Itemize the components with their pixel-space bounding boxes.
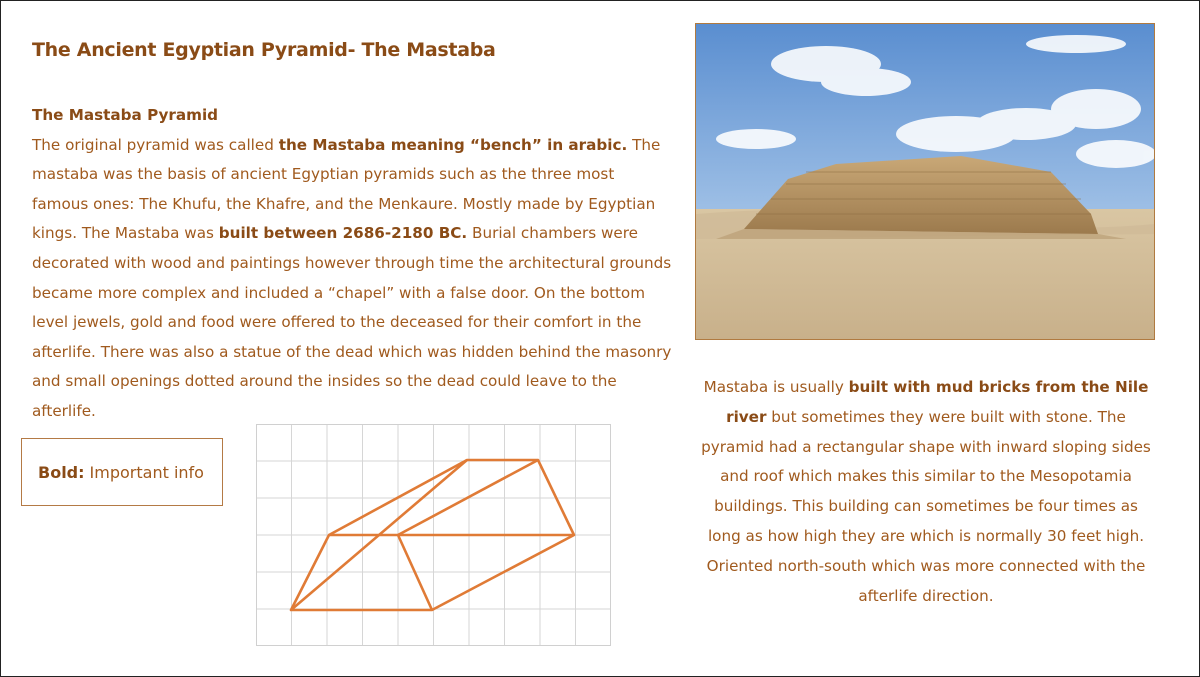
legend-box [21,438,223,506]
paragraph-text: The original pyramid was called [32,135,279,154]
page-title: The Ancient Egyptian Pyramid- The Mastaba [32,39,496,61]
bold-text: built between 2686-2180 BC. [218,224,468,243]
legend-text: Important info [89,462,204,482]
bold-text: built with mud bricks from the Nile river [726,378,1149,426]
legend-bold-label: Bold: [38,462,85,482]
paragraph-text: The mastaba was the basis of ancient Egyptian pyramids such as the three most famous ones: The Khufu, the Khafre, and the Menkaure. Mostly made by Egyptian kings. The Mastaba was [32,135,661,243]
paragraph-text: Mastaba is usually [703,378,849,396]
section-heading: The Mastaba Pyramid [32,106,219,124]
paragraph-text: Burial chambers were decorated with wood and paintings however through time the architectural grounds became more complex and included a “chapel” with a false door. On the bottom level jewels, gold and food were offered to the deceased for their comfort in the afterlife. There was also a statue of the dead which was hidden behind the masonry and small openings dotted around the insides so the dead could leave to the afterlife. [32,224,672,420]
bold-text: the Mastaba meaning “bench” in arabic. [278,135,628,154]
mastaba-grid-diagram-icon [256,424,611,646]
mastaba-desert-photo-icon [695,23,1155,340]
construction-description [701,373,1151,611]
paragraph-text: but sometimes they were built with stone. The pyramid had a rectangular shape with inward sloping sides and roof which makes this similar to the Mesopotamia buildings. This building can sometimes be four times as long as how high they are which is normally 30 feet high. Oriented north-south which was more connected with the afterlife direction. [701,407,1151,605]
mastaba-description [32,101,672,427]
